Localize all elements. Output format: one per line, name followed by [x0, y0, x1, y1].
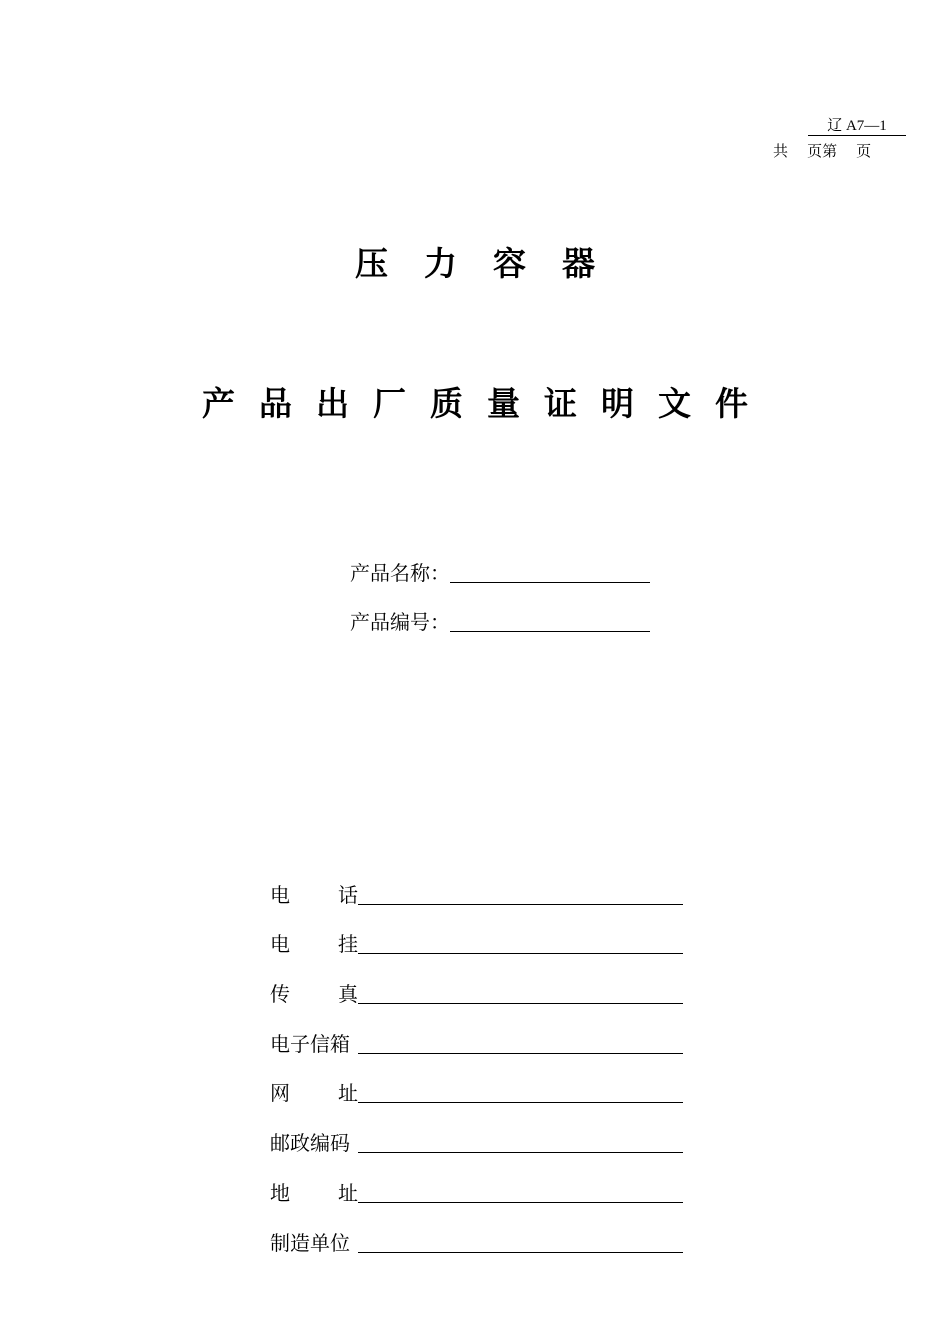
telegraph-field — [270, 929, 683, 957]
website-field — [270, 1078, 683, 1106]
page-count: 共 页第 页 — [773, 142, 872, 160]
form-code: 辽 A7—1 — [808, 117, 906, 136]
postal-code-field — [270, 1128, 683, 1156]
manufacturer-blank[interactable] — [358, 1252, 683, 1253]
postal-code-blank[interactable] — [358, 1152, 683, 1153]
website-label: 网 址 — [270, 1081, 358, 1105]
product-number-blank[interactable] — [450, 631, 650, 632]
document-subtitle: 产品出厂质量证明文件 — [202, 384, 772, 423]
product-number-field — [350, 607, 650, 635]
product-number-label: 产品编号： — [350, 610, 450, 634]
address-blank[interactable] — [358, 1202, 683, 1203]
email-blank[interactable] — [358, 1053, 683, 1054]
postal-code-label: 邮政编码 — [270, 1131, 350, 1155]
website-blank[interactable] — [358, 1102, 683, 1103]
fax-blank[interactable] — [358, 1003, 683, 1004]
phone-field — [270, 880, 683, 908]
document-title: 压力容器 — [355, 244, 631, 283]
fax-field — [270, 979, 683, 1007]
product-name-field — [350, 558, 650, 586]
email-label: 电子信箱 — [270, 1032, 350, 1056]
email-field — [270, 1029, 683, 1057]
address-field — [270, 1178, 683, 1206]
telegraph-blank[interactable] — [358, 953, 683, 954]
manufacturer-label: 制造单位 — [270, 1231, 350, 1255]
product-name-label: 产品名称： — [350, 561, 450, 585]
fax-label: 传 真 — [270, 982, 358, 1006]
phone-blank[interactable] — [358, 904, 683, 905]
manufacturer-field — [270, 1228, 683, 1256]
telegraph-label: 电 挂 — [270, 932, 358, 956]
phone-label: 电 话 — [270, 883, 358, 907]
address-label: 地 址 — [270, 1181, 358, 1205]
product-name-blank[interactable] — [450, 582, 650, 583]
